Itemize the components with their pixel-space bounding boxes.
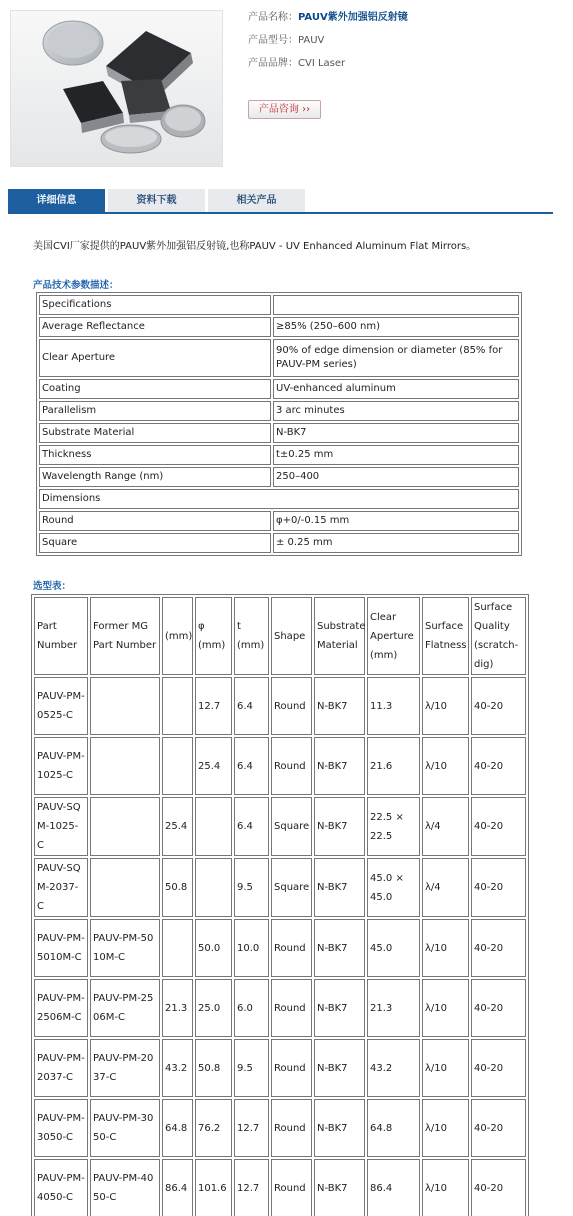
product-photo bbox=[10, 10, 223, 167]
selection-cell: N-BK7 bbox=[314, 737, 365, 795]
spec-label-cell: Average Reflectance bbox=[39, 317, 271, 337]
selection-header-cell: t (mm) bbox=[234, 597, 269, 675]
selection-cell bbox=[162, 737, 193, 795]
selection-cell: 40-20 bbox=[471, 797, 526, 856]
selection-cell: 40-20 bbox=[471, 1159, 526, 1216]
selection-table bbox=[31, 594, 529, 1216]
selection-cell: 40-20 bbox=[471, 1039, 526, 1097]
selection-cell: 50.8 bbox=[195, 1039, 232, 1097]
spec-label-cell: Square bbox=[39, 533, 271, 553]
selection-row bbox=[34, 797, 526, 856]
selection-cell: 6.4 bbox=[234, 797, 269, 856]
selection-cell: 40-20 bbox=[471, 737, 526, 795]
selection-cell: 101.6 bbox=[195, 1159, 232, 1216]
selection-cell bbox=[162, 677, 193, 735]
selection-cell: 6.4 bbox=[234, 737, 269, 795]
selection-cell: λ/10 bbox=[422, 737, 469, 795]
selection-cell: 50.0 bbox=[195, 919, 232, 977]
spec-label-cell: Round bbox=[39, 511, 271, 531]
selection-cell: 12.7 bbox=[195, 677, 232, 735]
spec-row bbox=[39, 295, 519, 315]
spec-row bbox=[39, 489, 519, 509]
product-name-row bbox=[248, 10, 408, 33]
tab-downloads[interactable]: 资料下载 bbox=[108, 189, 205, 212]
selection-cell bbox=[90, 677, 160, 735]
selection-cell: 76.2 bbox=[195, 1099, 232, 1157]
selection-cell: 25.0 bbox=[195, 979, 232, 1037]
selection-cell: λ/10 bbox=[422, 677, 469, 735]
selection-cell bbox=[162, 919, 193, 977]
spec-row bbox=[39, 467, 519, 487]
product-brand-row bbox=[248, 56, 408, 79]
selection-cell: 25.4 bbox=[195, 737, 232, 795]
selection-cell: Round bbox=[271, 737, 312, 795]
product-name-value: PAUV紫外加强铝反射镜 bbox=[298, 12, 408, 23]
selection-cell: N-BK7 bbox=[314, 1039, 365, 1097]
selection-cell: 25.4 bbox=[162, 797, 193, 856]
selection-row bbox=[34, 1159, 526, 1216]
selection-cell bbox=[90, 737, 160, 795]
selection-cell: λ/10 bbox=[422, 1099, 469, 1157]
selection-cell: 43.2 bbox=[162, 1039, 193, 1097]
selection-cell bbox=[195, 858, 232, 917]
selection-cell: PAUV-PM-3050-C bbox=[34, 1099, 88, 1157]
selection-cell: Square bbox=[271, 858, 312, 917]
selection-cell: PAUV-PM-5010M-C bbox=[34, 919, 88, 977]
product-model-value: PAUV bbox=[298, 35, 325, 46]
mirror-illustration bbox=[11, 11, 223, 167]
selection-header-cell: Surface Flatness bbox=[422, 597, 469, 675]
spec-row bbox=[39, 511, 519, 531]
selection-row bbox=[34, 1039, 526, 1097]
selection-cell: N-BK7 bbox=[314, 1159, 365, 1216]
spec-value-cell bbox=[273, 295, 519, 315]
selection-cell: Round bbox=[271, 677, 312, 735]
spec-label-cell: Thickness bbox=[39, 445, 271, 465]
product-info bbox=[248, 10, 408, 79]
selection-cell: 40-20 bbox=[471, 1099, 526, 1157]
selection-cell: 40-20 bbox=[471, 919, 526, 977]
selection-cell: PAUV-PM-3050-C bbox=[90, 1099, 160, 1157]
selection-cell: 21.3 bbox=[367, 979, 420, 1037]
selection-header-cell: Shape bbox=[271, 597, 312, 675]
spec-value-cell: 90% of edge dimension or diameter (85% for PAUV-PM series) bbox=[273, 339, 519, 377]
spec-label-cell: Substrate Material bbox=[39, 423, 271, 443]
selection-header-cell: Clear Aperture (mm) bbox=[367, 597, 420, 675]
spec-value-cell: UV-enhanced aluminum bbox=[273, 379, 519, 399]
selection-cell: Square bbox=[271, 797, 312, 856]
selection-cell: 50.8 bbox=[162, 858, 193, 917]
selection-cell: 86.4 bbox=[367, 1159, 420, 1216]
detail-tabs bbox=[8, 189, 553, 214]
spec-row bbox=[39, 401, 519, 421]
spec-row bbox=[39, 339, 519, 377]
spec-label-cell: Dimensions bbox=[39, 489, 519, 509]
selection-cell: N-BK7 bbox=[314, 858, 365, 917]
product-consult-button[interactable]: 产品咨询 ›› bbox=[248, 100, 321, 119]
selection-cell: N-BK7 bbox=[314, 919, 365, 977]
selection-cell: 86.4 bbox=[162, 1159, 193, 1216]
selection-cell: PAUV-SQM-2037-C bbox=[34, 858, 88, 917]
spec-row bbox=[39, 445, 519, 465]
spec-heading: 产品技术参数描述： bbox=[33, 280, 119, 291]
tab-related-products[interactable]: 相关产品 bbox=[208, 189, 305, 212]
selection-cell: 40-20 bbox=[471, 677, 526, 735]
selection-cell: PAUV-PM-2506M-C bbox=[90, 979, 160, 1037]
selection-cell: Round bbox=[271, 1099, 312, 1157]
spec-label-cell: Coating bbox=[39, 379, 271, 399]
selection-cell: 10.0 bbox=[234, 919, 269, 977]
spec-value-cell: ± 0.25 mm bbox=[273, 533, 519, 553]
selection-cell: 12.7 bbox=[234, 1159, 269, 1216]
selection-row bbox=[34, 677, 526, 735]
selection-row bbox=[34, 979, 526, 1037]
selection-cell: PAUV-PM-2037-C bbox=[90, 1039, 160, 1097]
spec-label-cell: Parallelism bbox=[39, 401, 271, 421]
product-intro: 美国CVI厂家提供的PAUV紫外加强铝反射镜,也称PAUV - UV Enhanced Aluminum Flat Mirrors。 bbox=[33, 241, 477, 252]
product-model-label: 产品型号： bbox=[248, 35, 298, 46]
tab-details[interactable]: 详细信息 bbox=[8, 189, 105, 212]
selection-cell: Round bbox=[271, 979, 312, 1037]
selection-header-cell: Part Number bbox=[34, 597, 88, 675]
selection-cell: λ/10 bbox=[422, 1159, 469, 1216]
selection-cell: 45.0 × 45.0 bbox=[367, 858, 420, 917]
selection-cell bbox=[90, 797, 160, 856]
selection-header-cell: Former MG Part Number bbox=[90, 597, 160, 675]
selection-cell: 12.7 bbox=[234, 1099, 269, 1157]
selection-header-cell: φ (mm) bbox=[195, 597, 232, 675]
selection-cell: 6.0 bbox=[234, 979, 269, 1037]
spec-value-cell: t±0.25 mm bbox=[273, 445, 519, 465]
selection-header-cell: Surface Quality (scratch-dig) bbox=[471, 597, 526, 675]
selection-cell: λ/10 bbox=[422, 979, 469, 1037]
spec-table bbox=[36, 292, 522, 556]
selection-cell: 43.2 bbox=[367, 1039, 420, 1097]
selection-cell: PAUV-PM-5010M-C bbox=[90, 919, 160, 977]
selection-row bbox=[34, 737, 526, 795]
spec-row bbox=[39, 379, 519, 399]
selection-cell: λ/10 bbox=[422, 919, 469, 977]
selection-header-cell: (mm) bbox=[162, 597, 193, 675]
selection-header-cell: Substrate Material bbox=[314, 597, 365, 675]
selection-cell: PAUV-PM-1025-C bbox=[34, 737, 88, 795]
selection-cell: PAUV-SQM-1025-C bbox=[34, 797, 88, 856]
selection-cell: Round bbox=[271, 1159, 312, 1216]
selection-heading: 选型表： bbox=[33, 581, 72, 592]
selection-cell: PAUV-PM-4050-C bbox=[90, 1159, 160, 1216]
spec-row bbox=[39, 533, 519, 553]
selection-cell: 64.8 bbox=[162, 1099, 193, 1157]
selection-cell: 40-20 bbox=[471, 979, 526, 1037]
spec-value-cell: 250–400 bbox=[273, 467, 519, 487]
selection-cell: Round bbox=[271, 1039, 312, 1097]
spec-value-cell: 3 arc minutes bbox=[273, 401, 519, 421]
spec-label-cell: Wavelength Range (nm) bbox=[39, 467, 271, 487]
selection-cell: 64.8 bbox=[367, 1099, 420, 1157]
spec-value-cell: φ+0/-0.15 mm bbox=[273, 511, 519, 531]
spec-row bbox=[39, 423, 519, 443]
selection-header-row bbox=[34, 597, 526, 675]
selection-cell: PAUV-PM-2506M-C bbox=[34, 979, 88, 1037]
selection-cell: N-BK7 bbox=[314, 677, 365, 735]
selection-cell: 40-20 bbox=[471, 858, 526, 917]
product-model-row bbox=[248, 33, 408, 56]
selection-row bbox=[34, 919, 526, 977]
selection-cell bbox=[90, 858, 160, 917]
selection-cell bbox=[195, 797, 232, 856]
product-name-label: 产品名称： bbox=[248, 12, 298, 23]
spec-label-cell: Specifications bbox=[39, 295, 271, 315]
selection-cell: 22.5 × 22.5 bbox=[367, 797, 420, 856]
spec-value-cell: ≥85% (250–600 nm) bbox=[273, 317, 519, 337]
selection-cell: 21.3 bbox=[162, 979, 193, 1037]
selection-cell: λ/4 bbox=[422, 858, 469, 917]
product-brand-value: CVI Laser bbox=[298, 58, 346, 69]
selection-cell: 9.5 bbox=[234, 1039, 269, 1097]
selection-cell: λ/10 bbox=[422, 1039, 469, 1097]
selection-cell: 45.0 bbox=[367, 919, 420, 977]
selection-cell: PAUV-PM-2037-C bbox=[34, 1039, 88, 1097]
selection-cell: PAUV-PM-0525-C bbox=[34, 677, 88, 735]
selection-cell: 6.4 bbox=[234, 677, 269, 735]
spec-row bbox=[39, 317, 519, 337]
selection-cell: N-BK7 bbox=[314, 1099, 365, 1157]
selection-row bbox=[34, 1099, 526, 1157]
product-brand-label: 产品品牌： bbox=[248, 58, 298, 69]
selection-cell: 21.6 bbox=[367, 737, 420, 795]
selection-cell: N-BK7 bbox=[314, 979, 365, 1037]
selection-row bbox=[34, 858, 526, 917]
spec-value-cell: N-BK7 bbox=[273, 423, 519, 443]
selection-cell: 11.3 bbox=[367, 677, 420, 735]
spec-label-cell: Clear Aperture bbox=[39, 339, 271, 377]
selection-cell: PAUV-PM-4050-C bbox=[34, 1159, 88, 1216]
selection-cell: N-BK7 bbox=[314, 797, 365, 856]
selection-cell: 9.5 bbox=[234, 858, 269, 917]
selection-cell: λ/4 bbox=[422, 797, 469, 856]
selection-cell: Round bbox=[271, 919, 312, 977]
